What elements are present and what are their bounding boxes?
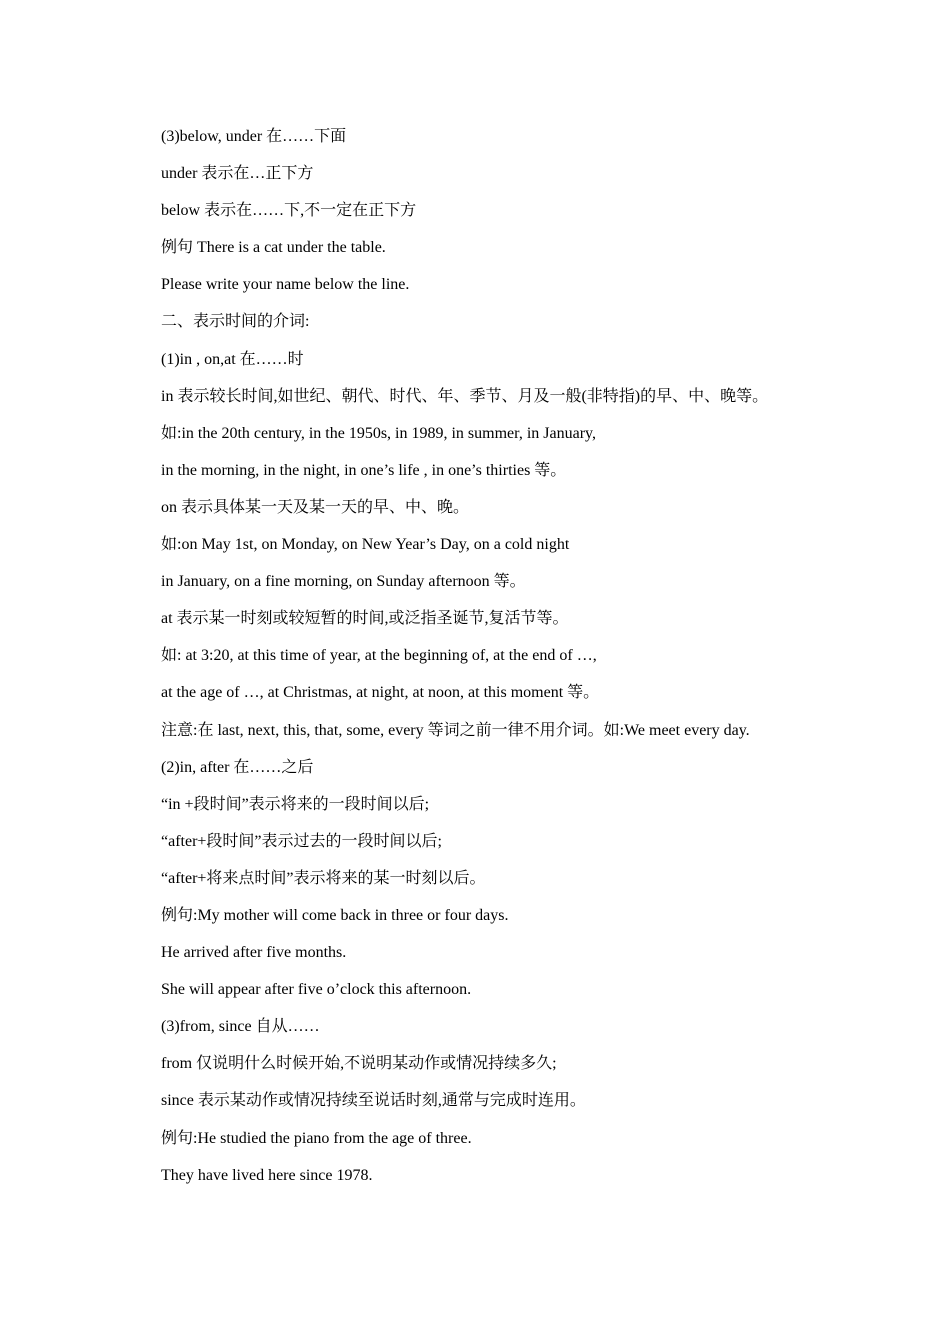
example-line: He arrived after five months. xyxy=(161,944,347,962)
text-line: from 仅说明什么时候开始,不说明某动作或情况持续多久; xyxy=(161,1055,557,1073)
example-line: 例句:He studied the piano from the age of three. xyxy=(161,1129,472,1147)
example-line: 例句 There is a cat under the table. xyxy=(161,239,386,257)
text-line: on 表示具体某一天及某一天的早、中、晚。 xyxy=(161,498,470,516)
example-line: 如:on May 1st, on Monday, on New Year’s Day, on a cold night xyxy=(161,536,570,554)
text-line: since 表示某动作或情况持续至说话时刻,通常与完成时连用。 xyxy=(161,1092,586,1110)
document-body xyxy=(161,118,921,1194)
text-line: “after+段时间”表示过去的一段时间以后; xyxy=(161,832,442,850)
text-line: under 表示在…正下方 xyxy=(161,165,314,183)
example-line: She will appear after five o’clock this afternoon. xyxy=(161,981,472,999)
section-heading-from-since: (3)from, since 自从…… xyxy=(161,1018,320,1036)
example-line: in January, on a fine morning, on Sunday afternoon 等。 xyxy=(161,573,526,591)
example-line: Please write your name below the line. xyxy=(161,276,410,294)
section-heading-time-prepositions: 二、表示时间的介词: xyxy=(161,313,310,331)
text-line: “after+将来点时间”表示将来的某一时刻以后。 xyxy=(161,869,486,887)
text-line: below 表示在……下,不一定在正下方 xyxy=(161,202,417,220)
example-line: 如:in the 20th century, in the 1950s, in 1989, in summer, in January, xyxy=(161,424,597,442)
note-line: 注意:在 last, next, this, that, some, every 等词之前一律不用介词。如:We meet every day. xyxy=(161,721,750,739)
section-heading-in-after: (2)in, after 在……之后 xyxy=(161,758,314,776)
text-line: “in +段时间”表示将来的一段时间以后; xyxy=(161,795,430,813)
example-line: in the morning, in the night, in one’s life , in one’s thirties 等。 xyxy=(161,461,567,479)
example-line: 如: at 3:20, at this time of year, at the beginning of, at the end of …, xyxy=(161,647,597,665)
section-heading-in-on-at: (1)in , on,at 在……时 xyxy=(161,350,304,368)
section-heading-below-under: (3)below, under 在……下面 xyxy=(161,128,347,145)
example-line: They have lived here since 1978. xyxy=(161,1166,373,1184)
text-line: at 表示某一时刻或较短暂的时间,或泛指圣诞节,复活节等。 xyxy=(161,610,569,628)
example-line: at the age of …, at Christmas, at night, at noon, at this moment 等。 xyxy=(161,684,600,702)
text-line: in 表示较长时间,如世纪、朝代、时代、年、季节、月及一般(非特指)的早、中、晚等。 xyxy=(161,387,769,405)
example-line: 例句:My mother will come back in three or four days. xyxy=(161,906,509,924)
